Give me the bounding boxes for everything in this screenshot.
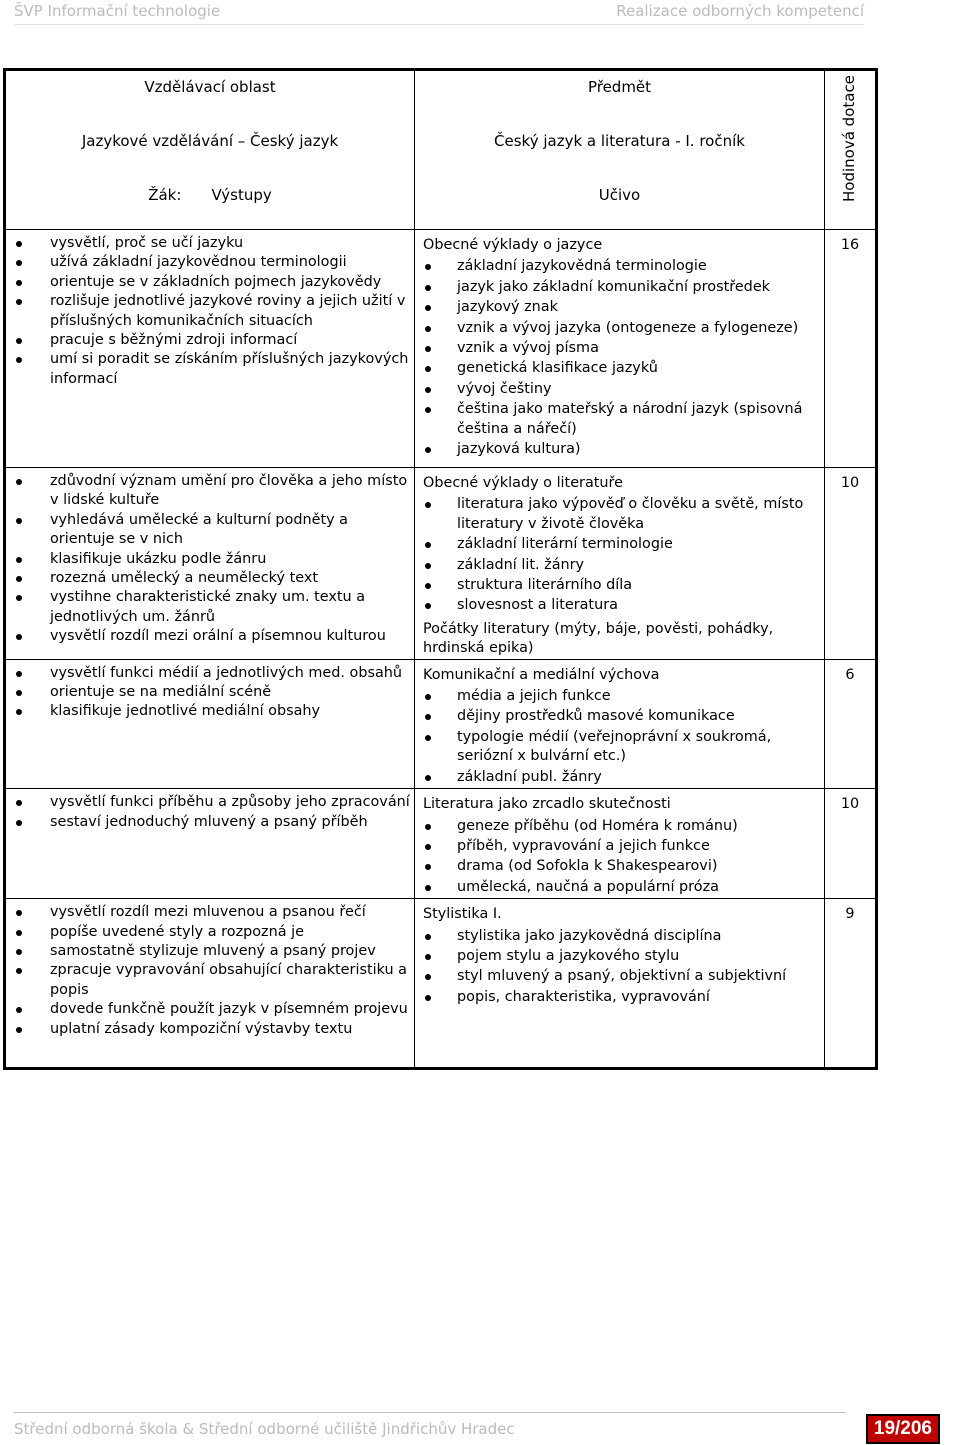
outcome-item: umí si poradit se získáním příslušných jazykových informací <box>50 350 414 389</box>
hours-value: 16 <box>840 237 860 253</box>
outcomes-list <box>6 234 414 389</box>
outcome-item: užívá základní jazykovědnou terminologii <box>50 253 414 272</box>
topics-list <box>415 927 824 1008</box>
header-cell-subject <box>415 70 825 230</box>
topic-item: vznik a vývoj písma <box>457 339 824 358</box>
outcome-item: klasifikuje ukázku podle žánru <box>50 550 414 569</box>
outcome-item: dovede funkčně použít jazyk v písemném projevu <box>50 1000 414 1019</box>
topic-item: styl mluvený a psaný, objektivní a subjektivní <box>457 967 824 986</box>
table-header-row <box>5 70 877 230</box>
topic-section-title: Obecné výklady o jazyce <box>423 237 603 253</box>
content-label: Učivo <box>598 186 641 204</box>
topic-item: jazykový znak <box>457 298 824 317</box>
topic-item: příběh, vypravování a jejich funkce <box>457 837 824 856</box>
outcome-item: rozlišuje jednotlivé jazykové roviny a jejich užití v příslušných komunikačních situacích <box>50 292 414 331</box>
outcome-item: klasifikuje jednotlivé mediální obsahy <box>50 702 414 721</box>
topic-item: genetická klasifikace jazyků <box>457 359 824 378</box>
outputs-label: Výstupy <box>211 186 272 204</box>
outcomes-list <box>6 903 414 1039</box>
outcomes-list <box>6 793 414 832</box>
topic-item: vznik a vývoj jazyka (ontogeneze a fylogeneze) <box>457 319 824 338</box>
topic-item: vývoj češtiny <box>457 380 824 399</box>
topic-item: umělecká, naučná a populární próza <box>457 878 824 897</box>
outcomes-cell <box>5 468 415 660</box>
outcomes-cell <box>5 230 415 468</box>
topic-item: základní literární terminologie <box>457 535 824 554</box>
header-cell-hours <box>825 70 877 230</box>
topic-section-title: Stylistika I. <box>423 906 502 923</box>
outcome-item: orientuje se na mediální scéně <box>50 683 414 702</box>
outcome-item: rozezná umělecký a neumělecký text <box>50 569 414 588</box>
topic-item: pojem stylu a jazykového stylu <box>457 947 824 966</box>
outcomes-list <box>6 472 414 647</box>
topic-item: média a jejich funkce <box>457 687 824 706</box>
outcome-item: vysvětlí rozdíl mezi mluvenou a psanou řečí <box>50 903 414 922</box>
header-cell-area <box>5 70 415 230</box>
content-cell <box>415 789 825 899</box>
header-section-title: Realizace odborných kompetencí <box>616 2 864 20</box>
footer-rule <box>14 1412 846 1413</box>
topics-list <box>415 817 824 898</box>
subject-value: Český jazyk a literatura - I. ročník <box>494 132 745 150</box>
topic-item: základní publ. žánry <box>457 768 824 787</box>
topic-section-title: Komunikační a mediální výchova <box>423 666 660 683</box>
table-row <box>5 659 877 788</box>
outcome-item: vysvětlí, proč se učí jazyku <box>50 234 414 253</box>
outcome-item: zdůvodní význam umění pro člověka a jeho místo v lidské kultuře <box>50 472 414 511</box>
outcome-item: sestaví jednoduchý mluvený a psaný příběh <box>50 813 414 832</box>
table-row <box>5 899 877 1069</box>
page-footer <box>14 1412 946 1442</box>
content-cell <box>415 899 825 1069</box>
outcome-item: vysvětlí rozdíl mezi orální a písemnou kulturou <box>50 627 414 646</box>
area-value: Jazykové vzdělávání – Český jazyk <box>81 132 339 150</box>
topic-section-title: Literatura jako zrcadlo skutečnosti <box>423 796 671 813</box>
topics-list <box>415 257 824 459</box>
content-cell <box>415 659 825 788</box>
table-row <box>5 468 877 660</box>
page-number: 19/206 <box>866 1414 940 1444</box>
topic-item: drama (od Sofokla k Shakespearovi) <box>457 857 824 876</box>
outcome-item: orientuje se v základních pojmech jazykovědy <box>50 273 414 292</box>
hours-value: 6 <box>845 666 855 683</box>
outcomes-cell <box>5 659 415 788</box>
outcome-item: pracuje s běžnými zdroji informací <box>50 331 414 350</box>
topics-list <box>415 687 824 787</box>
outcome-item: popíše uvedené styly a rozpozná je <box>50 923 414 942</box>
topics-list <box>415 495 824 615</box>
content-cell <box>415 468 825 660</box>
outcome-item: uplatní zásady kompoziční výstavby textu <box>50 1020 414 1039</box>
outcome-item: vystihne charakteristické znaky um. textu a jednotlivých um. žánrů <box>50 588 414 627</box>
hours-cell <box>825 899 877 1069</box>
table-row <box>5 230 877 468</box>
hours-value: 10 <box>840 796 860 813</box>
outcome-item: vysvětlí funkci příběhu a způsoby jeho zpracování <box>50 793 414 812</box>
hours-label: Hodinová dotace <box>840 74 858 202</box>
outcomes-cell <box>5 899 415 1069</box>
page-header <box>14 2 864 25</box>
hours-cell <box>825 230 877 468</box>
table-row <box>5 789 877 899</box>
outcomes-list <box>6 664 414 722</box>
curriculum-table <box>3 68 878 1070</box>
topic-item: stylistika jako jazykovědná disciplína <box>457 927 824 946</box>
topic-item: typologie médií (veřejnoprávní x soukromá, seriózní x bulvární etc.) <box>457 728 824 767</box>
outcome-item: vysvětlí funkci médií a jednotlivých med. obsahů <box>50 664 414 683</box>
subject-label: Předmět <box>587 78 652 96</box>
outcome-item: samostatně stylizuje mluvený a psaný projev <box>50 942 414 961</box>
topic-section-title: Obecné výklady o literatuře <box>423 475 624 491</box>
topic-item: základní lit. žánry <box>457 556 824 575</box>
topic-item: čeština jako mateřský a národní jazyk (spisovná čeština a nářečí) <box>457 400 824 439</box>
hours-cell <box>825 789 877 899</box>
topic-item: dějiny prostředků masové komunikace <box>457 707 824 726</box>
student-label: Žák: <box>148 186 182 204</box>
outcome-item: vyhledává umělecké a kulturní podněty a orientuje se v nich <box>50 511 414 550</box>
outcomes-cell <box>5 789 415 899</box>
topic-item: struktura literárního díla <box>457 576 824 595</box>
topic-item: popis, charakteristika, vypravování <box>457 988 824 1007</box>
topic-item: jazyk jako základní komunikační prostředek <box>457 278 824 297</box>
content-cell <box>415 230 825 468</box>
outcome-item: zpracuje vypravování obsahující charakteristiku a popis <box>50 961 414 1000</box>
topic-item: literatura jako výpověď o člověku a světě, místo literatury v životě člověka <box>457 495 824 534</box>
area-label: Vzdělávací oblast <box>144 78 276 96</box>
topic-item: geneze příběhu (od Homéra k románu) <box>457 817 824 836</box>
hours-value: 9 <box>845 906 855 923</box>
topic-item: jazyková kultura) <box>457 440 824 459</box>
topic-extra-heading: Počátky literatury (mýty, báje, pověsti, pohádky, hrdinská epika) <box>423 620 774 657</box>
hours-value: 10 <box>840 475 860 491</box>
hours-cell <box>825 468 877 660</box>
hours-cell <box>825 659 877 788</box>
header-document-title: ŠVP Informační technologie <box>14 2 221 20</box>
topic-item: slovesnost a literatura <box>457 596 824 615</box>
footer-school-name: Střední odborná škola & Střední odborné učiliště Jindřichův Hradec <box>14 1420 515 1438</box>
topic-item: základní jazykovědná terminologie <box>457 257 824 276</box>
